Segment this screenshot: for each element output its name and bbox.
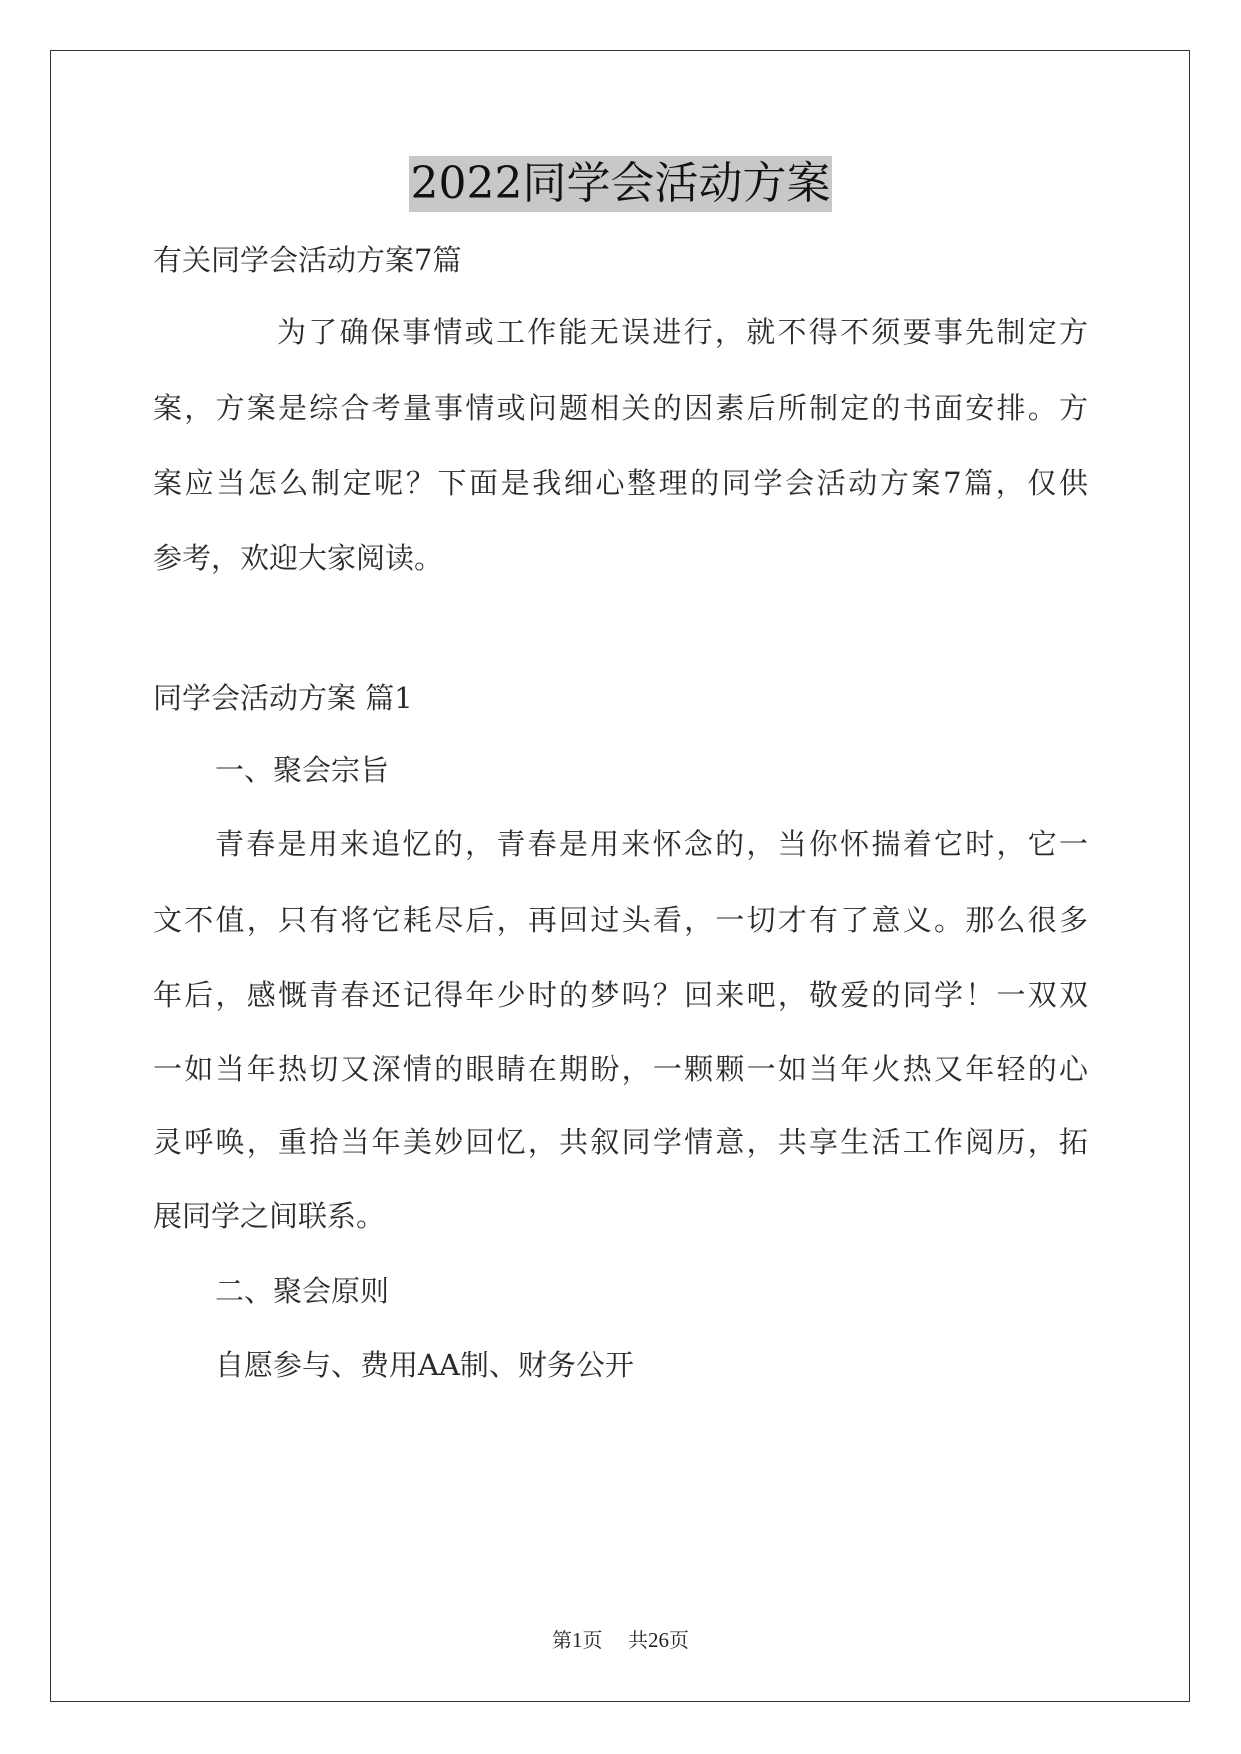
document-title: 2022同学会活动方案 — [409, 156, 833, 212]
body-paragraph-line: 一如当年热切又深情的眼睛在期盼，一颗颗一如当年火热又年轻的心 — [153, 1052, 1088, 1086]
intro-paragraph-line: 案应当怎么制定呢？下面是我细心整理的同学会活动方案7篇，仅供 — [153, 466, 1088, 500]
body-paragraph-line: 自愿参与、费用AA制、财务公开 — [215, 1348, 634, 1382]
footer-page-suffix: 页 — [582, 1628, 603, 1652]
page-footer — [0, 1626, 1241, 1654]
intro-paragraph-line: 案，方案是综合考量事情或问题相关的因素后所制定的书面安排。方 — [153, 391, 1088, 425]
body-paragraph-line: 青春是用来追忆的，青春是用来怀念的，当你怀揣着它时，它一 — [215, 827, 1088, 861]
footer-total-pages: 26 — [647, 1628, 669, 1652]
page-border — [50, 50, 1190, 1702]
document-title-wrapper — [0, 156, 1241, 212]
footer-page-number: 1 — [572, 1628, 583, 1652]
body-paragraph-line: 文不值，只有将它耗尽后，再回过头看，一切才有了意义。那么很多 — [153, 903, 1088, 937]
subsection-heading: 一、聚会宗旨 — [215, 753, 390, 787]
footer-total-suffix: 页 — [668, 1628, 689, 1652]
intro-paragraph-line: 为了确保事情或工作能无误进行，就不得不须要事先制定方 — [277, 315, 1088, 349]
intro-heading: 有关同学会活动方案7篇 — [153, 243, 462, 277]
subsection-heading: 二、聚会原则 — [215, 1274, 390, 1308]
section-heading: 同学会活动方案 篇1 — [153, 681, 413, 715]
body-paragraph-line: 展同学之间联系。 — [153, 1199, 386, 1233]
intro-paragraph-line: 参考，欢迎大家阅读。 — [153, 541, 444, 575]
footer-page-prefix: 第 — [552, 1628, 573, 1652]
footer-total-prefix: 共 — [627, 1628, 648, 1652]
body-paragraph-line: 灵呼唤，重拾当年美妙回忆，共叙同学情意，共享生活工作阅历，拓 — [153, 1125, 1088, 1159]
body-paragraph-line: 年后，感慨青春还记得年少时的梦吗？回来吧，敬爱的同学！一双双 — [153, 978, 1088, 1012]
